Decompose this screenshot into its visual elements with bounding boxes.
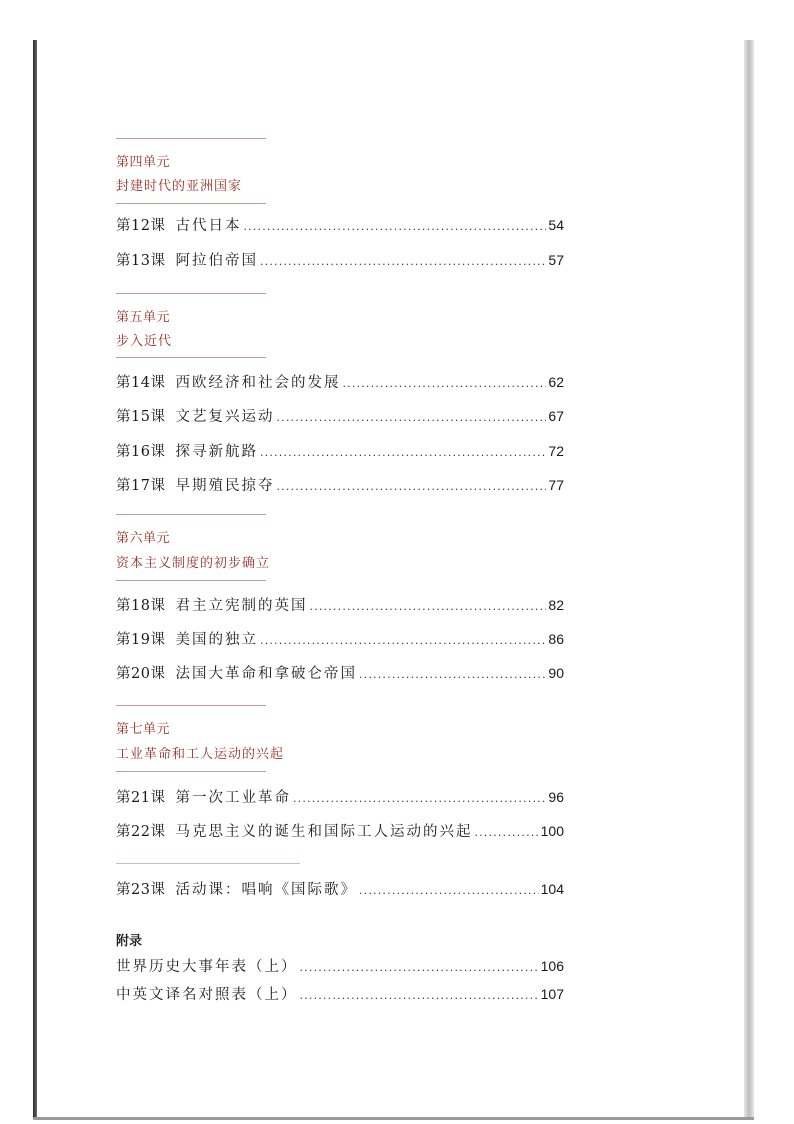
activity-top-rule [116,863,300,864]
toc-entry-appendix-timeline[interactable] [116,955,564,977]
lesson-number: 第23课 [116,882,166,898]
page-number: 86 [548,631,564,647]
lesson-number: 第15课 [116,409,166,425]
toc-entry-lesson-14[interactable] [116,371,564,393]
toc-entry-lesson-22[interactable] [116,820,564,842]
dot-leader [359,668,546,681]
lesson-title: 阿拉伯帝国 [175,253,258,269]
unit-6-label: 第六单元 [116,531,171,546]
toc-entry-lesson-17[interactable] [116,474,564,496]
unit-4-label: 第四单元 [116,155,171,170]
dot-leader [260,446,546,459]
unit-5-top-rule [116,293,266,294]
toc-entry-lesson-20[interactable] [116,662,564,684]
dot-leader [342,377,546,390]
lesson-title: 马克思主义的诞生和国际工人运动的兴起 [175,824,473,840]
page-number: 96 [548,789,564,805]
lesson-title: 法国大革命和拿破仑帝国 [175,666,357,682]
page-binding-edge [33,40,37,1120]
toc-entry-appendix-glossary[interactable] [116,983,564,1005]
unit-7-bottom-rule [116,771,266,772]
dot-leader [276,411,546,424]
page-bottom-edge [33,1117,754,1120]
dot-leader [260,255,546,268]
lesson-title: 文艺复兴运动 [175,409,275,425]
unit-6-top-rule [116,514,266,515]
lesson-number: 第14课 [116,375,166,391]
appendix-title: 中英文译名对照表（上） [116,987,298,1003]
page-number: 82 [548,597,564,613]
dot-leader [359,884,539,897]
unit-6-title: 资本主义制度的初步确立 [116,556,271,571]
unit-6-bottom-rule [116,580,266,581]
dot-leader [243,220,546,233]
page-number: 90 [548,665,564,681]
page-number: 77 [548,477,564,493]
lesson-number: 第20课 [116,666,166,682]
dot-leader [260,634,546,647]
dot-leader [276,480,546,493]
lesson-title: 第一次工业革命 [175,790,291,806]
lesson-number: 第16课 [116,444,166,460]
lesson-title: 君主立宪制的英国 [175,598,308,614]
unit-7-label: 第七单元 [116,722,171,737]
page-number: 104 [540,881,564,897]
page-number: 54 [548,217,564,233]
lesson-title: 西欧经济和社会的发展 [175,375,341,391]
lesson-number: 第19课 [116,632,166,648]
page-number: 62 [548,374,564,390]
unit-7-top-rule [116,705,266,706]
lesson-title: 早期殖民掠夺 [175,478,275,494]
toc-entry-lesson-19[interactable] [116,628,564,650]
unit-5-label: 第五单元 [116,310,171,325]
unit-5-title: 步入近代 [116,334,173,349]
lesson-title: 古代日本 [175,218,242,234]
lesson-number: 第21课 [116,790,166,806]
toc-entry-lesson-16[interactable] [116,440,564,462]
dot-leader [300,961,539,974]
page-number: 107 [540,986,564,1002]
lesson-title: 探寻新航路 [175,444,258,460]
lesson-title: 美国的独立 [175,632,258,648]
appendix-title: 世界历史大事年表（上） [116,959,298,975]
toc-entry-lesson-13[interactable] [116,249,564,271]
toc-entry-lesson-12[interactable] [116,214,564,236]
unit-5-bottom-rule [116,357,266,358]
toc-entry-lesson-18[interactable] [116,594,564,616]
page-number: 106 [540,958,564,974]
dot-leader [300,989,539,1002]
unit-7-title: 工业革命和工人运动的兴起 [116,747,285,762]
toc-entry-lesson-15[interactable] [116,405,564,427]
unit-4-title: 封建时代的亚洲国家 [116,179,243,194]
lesson-number: 第12课 [116,218,166,234]
lesson-number: 第22课 [116,824,166,840]
lesson-number: 第17课 [116,478,166,494]
page-number: 100 [540,823,564,839]
unit-4-bottom-rule [116,203,266,204]
lesson-number: 第13课 [116,253,166,269]
toc-entry-lesson-21[interactable] [116,786,564,808]
dot-leader [293,792,546,805]
page-number: 67 [548,408,564,424]
dot-leader [309,600,546,613]
page-number: 57 [548,252,564,268]
unit-4-top-rule [116,138,266,139]
appendix-label: 附录 [116,934,143,949]
toc-entry-lesson-23[interactable] [116,878,564,900]
dot-leader [474,826,538,839]
page-right-edge [744,40,754,1120]
lesson-title: 活动课：唱响《国际歌》 [175,882,357,898]
lesson-number: 第18课 [116,598,166,614]
page-number: 72 [548,443,564,459]
